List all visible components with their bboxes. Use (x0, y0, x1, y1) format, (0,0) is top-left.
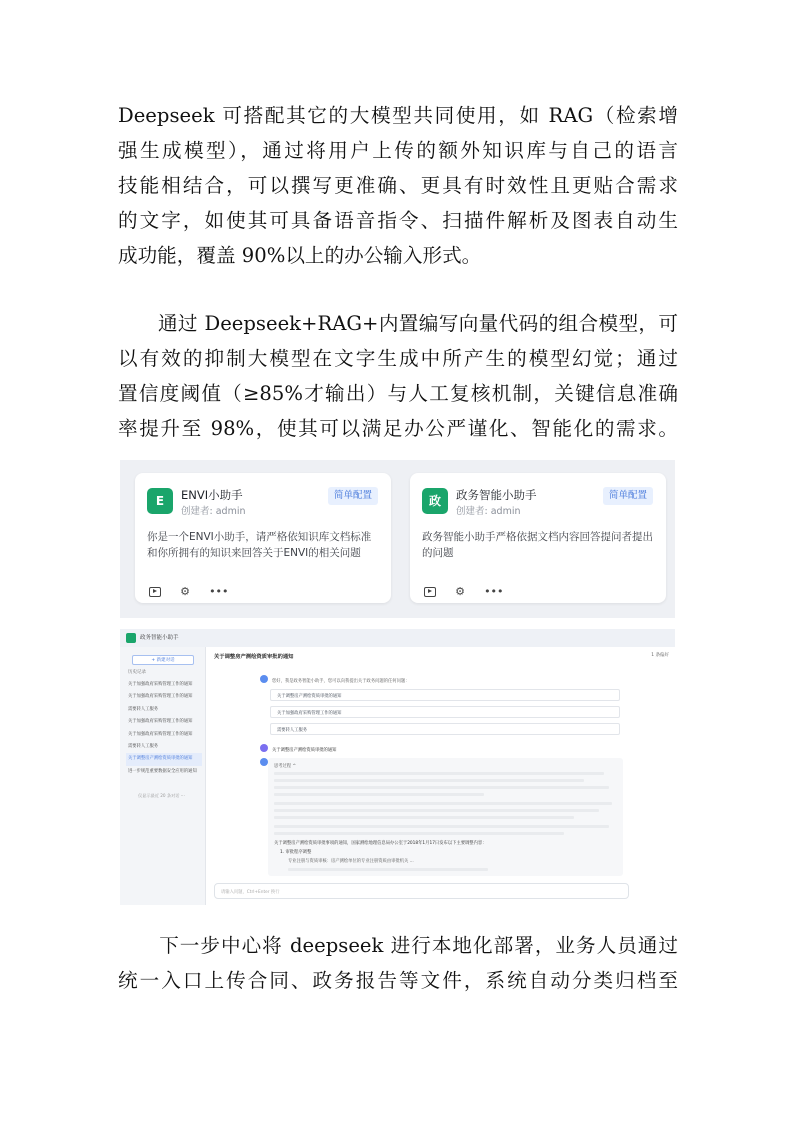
history-item[interactable]: 关于加强政府采购管理工作的通知 (128, 731, 193, 737)
user-avatar-icon (260, 744, 268, 752)
suggestion-option[interactable] (270, 689, 620, 701)
thinking-toggle[interactable]: 思考过程 ^ (274, 764, 297, 769)
bot-avatar-icon (260, 675, 268, 683)
answer-point: 1. 审批程序调整 (280, 850, 312, 855)
play-icon[interactable] (149, 587, 161, 597)
paragraph-line: 强生成模型），通过将用户上传的额外知识库与自己的语言 (118, 139, 678, 162)
app-topbar (120, 629, 675, 647)
paragraph-line: 下一步中心将 deepseek 进行本地化部署，业务人员通过 (118, 934, 678, 957)
assistant-card-envi[interactable] (135, 473, 391, 603)
card-toolbar (424, 581, 518, 598)
bot-answer-bubble (268, 758, 623, 876)
app-logo-icon (126, 633, 136, 643)
config-badge[interactable]: 简单配置 (603, 487, 653, 505)
suggestion-text: 需要转人工服务 (277, 728, 308, 733)
paragraph-line: 以有效的抑制大模型在文字生成中所产生的模型幻觉；通过 (118, 347, 678, 370)
app-title: 政务智能小助手 (140, 635, 179, 641)
paragraph-line: 置信度阈值（≥85%才输出）与人工复核机制，关键信息准确 (118, 382, 678, 405)
paragraph-line: 通过 Deepseek+RAG+内置编写向量代码的组合模型，可 (118, 312, 678, 335)
bot-avatar-icon (260, 758, 268, 766)
card-toolbar (149, 581, 243, 598)
chat-ui-figure (120, 629, 675, 905)
paragraph-line: 的文字，如使其可具备语音指令、扫描件解析及图表自动生 (118, 209, 678, 232)
user-message: 关于调整房产测绘资质审批的通知 (272, 748, 337, 753)
assistant-creator: 创建者: admin (181, 506, 246, 517)
assistant-avatar: E (147, 488, 173, 514)
assistant-name: ENVI小助手 (181, 488, 243, 502)
gear-icon[interactable]: ⚙ (180, 585, 190, 598)
history-item-active[interactable]: 关于调整房产测绘资质审批的通知 (126, 753, 202, 765)
config-badge[interactable]: 简单配置 (328, 487, 378, 505)
more-icon[interactable]: ••• (484, 585, 504, 598)
preference-count[interactable]: 1 条偏好 (651, 653, 669, 658)
paragraph-3 (118, 928, 678, 998)
assistant-name: 政务智能小助手 (456, 488, 537, 502)
new-chat-button[interactable]: + 新建对话 (132, 655, 194, 665)
sidebar-footer: 仅显示最近 20 条对话 ··· (138, 793, 185, 798)
paragraph-1 (118, 98, 678, 273)
chat-input-placeholder: 请输入问题，Ctrl+Enter 换行 (221, 890, 280, 895)
suggestion-text: 关于调整房产测绘资质审批的通知 (277, 694, 342, 699)
history-label: 历史记录 (128, 670, 146, 675)
suggestion-text: 关于加强政府采购管理工作的通知 (277, 711, 342, 716)
chat-sidebar (120, 647, 206, 905)
assistant-cards-figure (120, 460, 675, 618)
paragraph-line: Deepseek 可搭配其它的大模型共同使用，如 RAG（检索增 (118, 104, 678, 127)
paragraph-line: 成功能，覆盖 90%以上的办公输入形式。 (118, 244, 482, 267)
assistant-description: 政务智能小助手严格依据文档内容回答提问者提出的问题 (422, 531, 653, 559)
bot-greeting: 您好，我是政务智能小助手，您可以向我提出关于政务问题的任何问题： (272, 679, 410, 684)
history-item[interactable]: 进一步规范重要数据安全应用的通知 (128, 768, 197, 774)
assistant-card-government[interactable] (410, 473, 666, 603)
assistant-avatar: 政 (422, 488, 448, 514)
assistant-description: 你是一个ENVI小助手，请严格依知识库文档标准和你所拥有的知识来回答关于ENVI的相关问题 (147, 531, 372, 559)
history-item[interactable]: 需要转人工服务 (128, 743, 159, 749)
history-item[interactable]: 关于加强政府采购管理工作的通知 (128, 682, 193, 687)
history-list (126, 679, 202, 778)
history-item[interactable]: 关于加强政府采购管理工作的通知 (128, 719, 193, 725)
chat-title: 关于调整房产测绘资质审批的通知 (214, 654, 294, 660)
gear-icon[interactable]: ⚙ (455, 585, 465, 598)
history-item[interactable]: 关于加强政府采购管理工作的通知 (128, 694, 193, 700)
chat-input[interactable] (214, 883, 629, 899)
paragraph-2 (118, 306, 678, 446)
paragraph-line: 技能相结合，可以撰写更准确、更具有时效性且更贴合需求 (118, 174, 678, 197)
answer-detail: 专业注册与资质审核：房产测绘单位的专业注册资质由审批机关 ... (288, 859, 414, 864)
answer-heading: 关于调整房产测绘资质审批事项的通知，国家测绘地理信息局办公室于2018年1月17日发布以下主要调整内容： (274, 841, 487, 846)
history-item[interactable]: 需要转人工服务 (128, 706, 159, 712)
paragraph-line: 统一入口上传合同、政务报告等文件，系统自动分类归档至 (118, 969, 678, 992)
play-icon[interactable] (424, 587, 436, 597)
assistant-creator: 创建者: admin (456, 506, 521, 517)
suggestion-option[interactable] (270, 723, 620, 735)
more-icon[interactable]: ••• (209, 585, 229, 598)
suggestion-option[interactable] (270, 706, 620, 718)
chat-main (206, 647, 675, 905)
paragraph-line: 率提升至 98%，使其可以满足办公严谨化、智能化的需求。 (118, 417, 678, 440)
